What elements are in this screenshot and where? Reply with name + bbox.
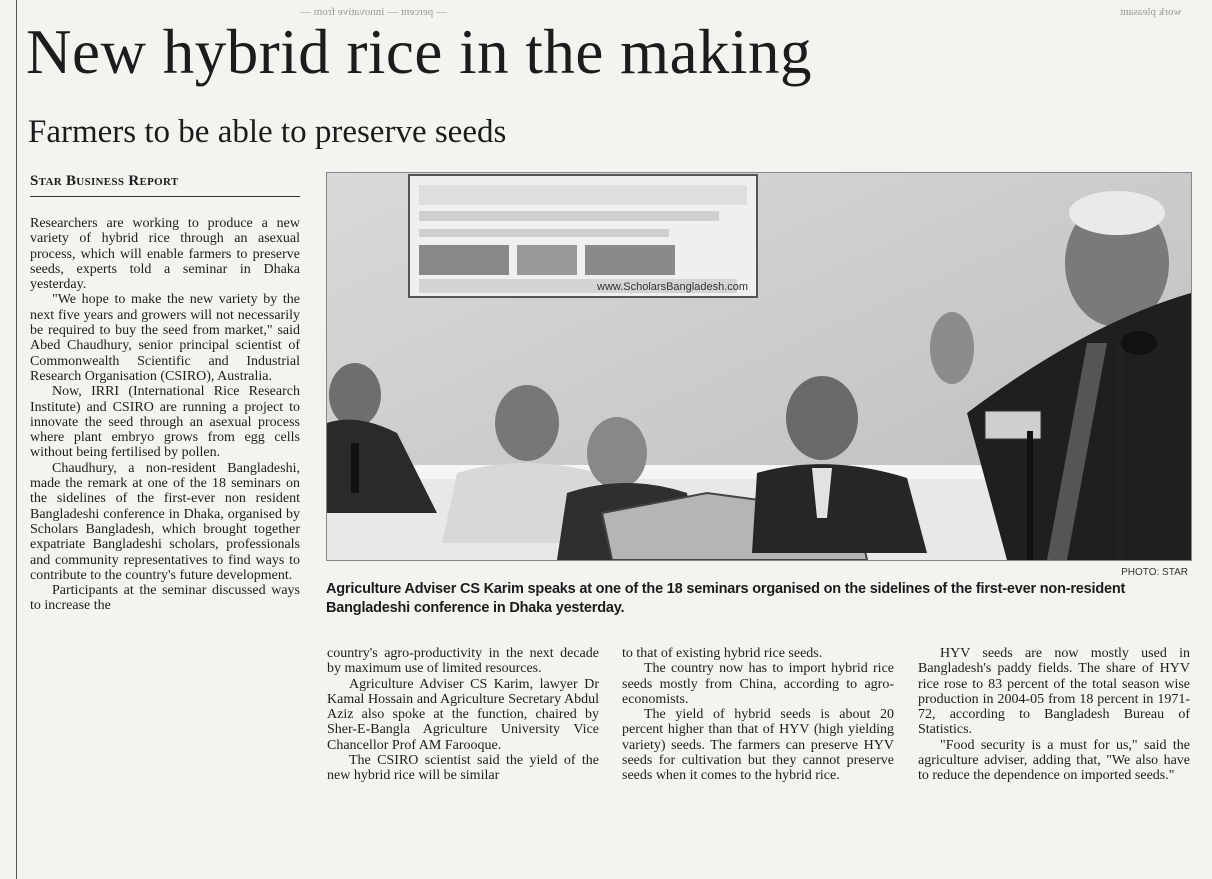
byline: Star Business Report <box>30 173 300 197</box>
paragraph: Now, IRRI (International Rice Research Institute) and CSIRO are running a project to innovate the seed through an asexual process where plant embryo grows from egg cells without being fertilised by pollen. <box>30 384 300 461</box>
article-column-2 <box>327 646 599 784</box>
paragraph: "We hope to make the new variety by the next five years and growers will not necessarily be required to buy the seed from market," said Abed Chaudhury, senior principal scientist of Commonwealth Scientific and Industrial Research Organisation (CSIRO), Australia. <box>30 292 300 384</box>
article-column-3 <box>622 646 894 784</box>
paragraph: HYV seeds are now mostly used in Bangladesh's paddy fields. The share of HYV rice rose to 83 percent of the total season wise production in 2004-05 from 18 percent in 1971-72, according to Bangladesh Bureau of Statistics. <box>918 646 1190 738</box>
paragraph: to that of existing hybrid rice seeds. <box>622 646 823 661</box>
paragraph: The country now has to import hybrid rice seeds mostly from China, according to agro-economists. <box>622 661 894 707</box>
paragraph: The CSIRO scientist said the yield of the new hybrid rice will be similar <box>327 753 599 784</box>
paragraph: Participants at the seminar discussed ways to increase the <box>30 583 300 614</box>
paragraph: The yield of hybrid seeds is about 20 percent higher than that of HYV (high yielding variety) seeds. The farmers can preserve HYV seeds for cultivation but they cannot preserve seeds when it comes to the hybrid rice. <box>622 707 894 784</box>
bleed-through-text-left: — percent — innovative from — <box>300 6 447 18</box>
paragraph: Chaudhury, a non-resident Bangladeshi, made the remark at one of the 18 seminars on the sidelines of the first-ever non resident Bangladeshi conference in Dhaka, organised by Scholars Bangladesh, which brought together expatriate Bangladeshi scholars, professionals and community representatives to find ways to contribute to the country's future development. <box>30 460 300 583</box>
page-gutter-line <box>16 0 17 879</box>
subheadline: Farmers to be able to preserve seeds <box>28 114 507 150</box>
paragraph: country's agro-productivity in the next decade by maximum use of limited resources. <box>327 646 599 677</box>
headline: New hybrid rice in the making <box>26 17 813 87</box>
photo-credit: PHOTO: STAR <box>1121 567 1188 578</box>
paragraph: Researchers are working to produce a new variety of hybrid rice through an asexual process, which will enable farmers to preserve seeds, experts told a seminar in Dhaka yesterday. <box>30 216 300 293</box>
paragraph: Agriculture Adviser CS Karim, lawyer Dr Kamal Hossain and Agriculture Secretary Abdul Aziz also spoke at the function, chaired by Sher-E-Bangla Agriculture University Vice Chancellor Prof AM Farooque. <box>327 676 599 753</box>
photo-caption: Agriculture Adviser CS Karim speaks at one of the 18 seminars organised on the sidelines of the first-ever non-resident Bangladeshi conference in Dhaka yesterday. <box>326 581 1126 616</box>
article-column-4 <box>918 646 1190 784</box>
banner <box>409 175 757 297</box>
article-photo <box>326 172 1192 561</box>
bleed-through-text-right: work pleasant <box>1120 6 1182 18</box>
paragraph: "Food security is a must for us," said the agriculture adviser, adding that, "We also have to reduce the dependence on imported seeds." <box>918 737 1190 784</box>
article-column-1 <box>30 216 300 614</box>
banner-url: www.ScholarsBangladesh.com <box>597 281 749 293</box>
